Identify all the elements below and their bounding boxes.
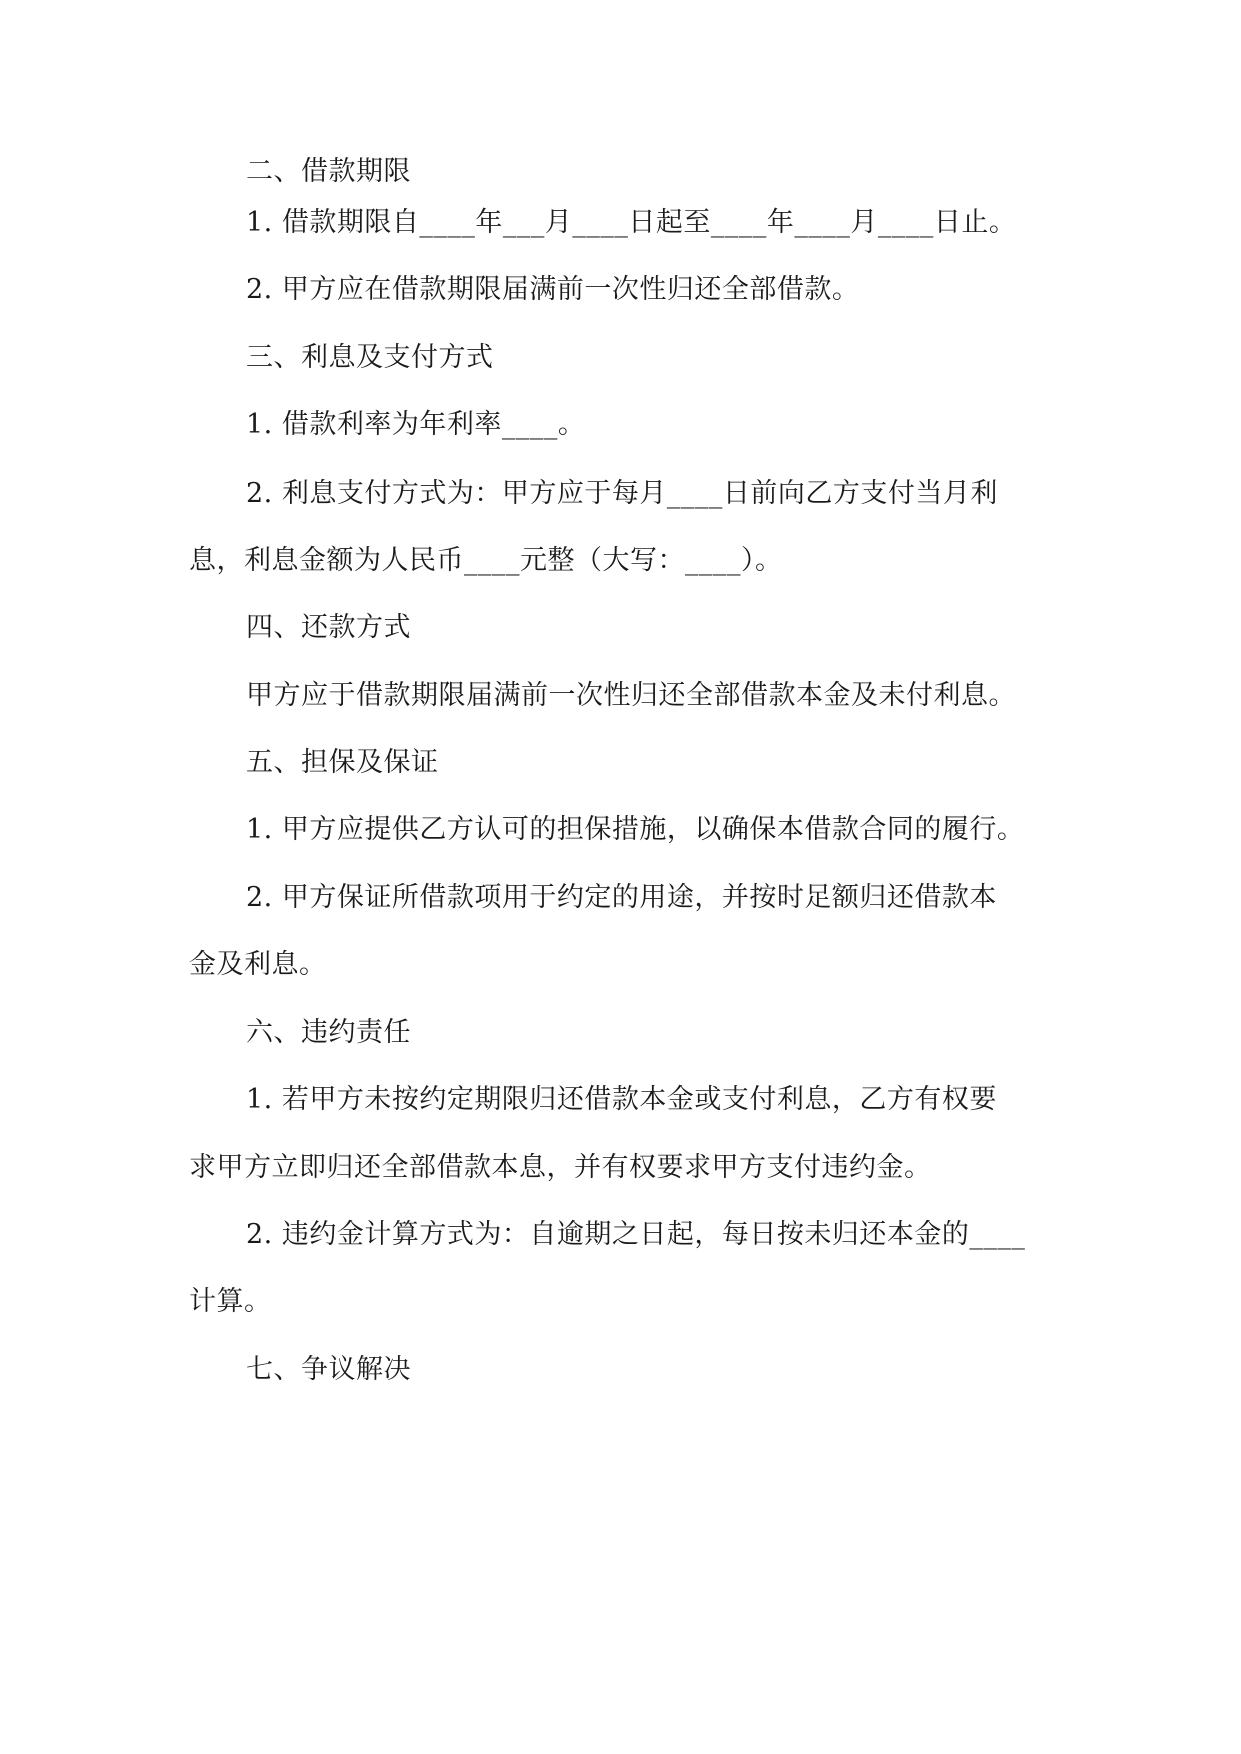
clause-interest-rate: 1. 借款利率为年利率____。 (246, 409, 586, 440)
section-heading-dispute: 七、争议解决 (246, 1354, 411, 1385)
clause-loan-usage-line2: 金及利息。 (189, 949, 327, 980)
clause-penalty-line2: 计算。 (189, 1286, 272, 1317)
clause-penalty-line1: 2. 违约金计算方式为：自逾期之日起，每日按未归还本金的____ (246, 1219, 1026, 1250)
clause-breach-line2: 求甲方立即归还全部借款本息，并有权要求甲方支付违约金。 (189, 1152, 932, 1183)
clause-interest-payment-line2: 息，利息金额为人民币____元整（大写：____）。 (189, 545, 783, 576)
section-heading-breach: 六、违约责任 (246, 1017, 411, 1048)
clause-interest-payment-line1: 2. 利息支付方式为：甲方应于每月____日前向乙方支付当月利 (246, 478, 998, 509)
section-heading-guarantee: 五、担保及保证 (246, 747, 439, 778)
section-heading-interest: 三、利息及支付方式 (246, 342, 494, 373)
clause-loan-term-dates: 1. 借款期限自____年___月____日起至____年____月____日止。 (246, 207, 1017, 238)
section-heading-loan-term: 二、借款期限 (246, 156, 411, 187)
clause-guarantee-measures: 1. 甲方应提供乙方认可的担保措施，以确保本借款合同的履行。 (246, 814, 1025, 845)
clause-repay-before-expiry: 2. 甲方应在借款期限届满前一次性归还全部借款。 (246, 274, 860, 305)
clause-repayment: 甲方应于借款期限届满前一次性归还全部借款本金及未付利息。 (246, 680, 1016, 711)
section-heading-repayment: 四、还款方式 (246, 612, 411, 643)
clause-breach-line1: 1. 若甲方未按约定期限归还借款本金或支付利息，乙方有权要 (246, 1084, 997, 1115)
clause-loan-usage-line1: 2. 甲方保证所借款项用于约定的用途，并按时足额归还借款本 (246, 882, 997, 913)
